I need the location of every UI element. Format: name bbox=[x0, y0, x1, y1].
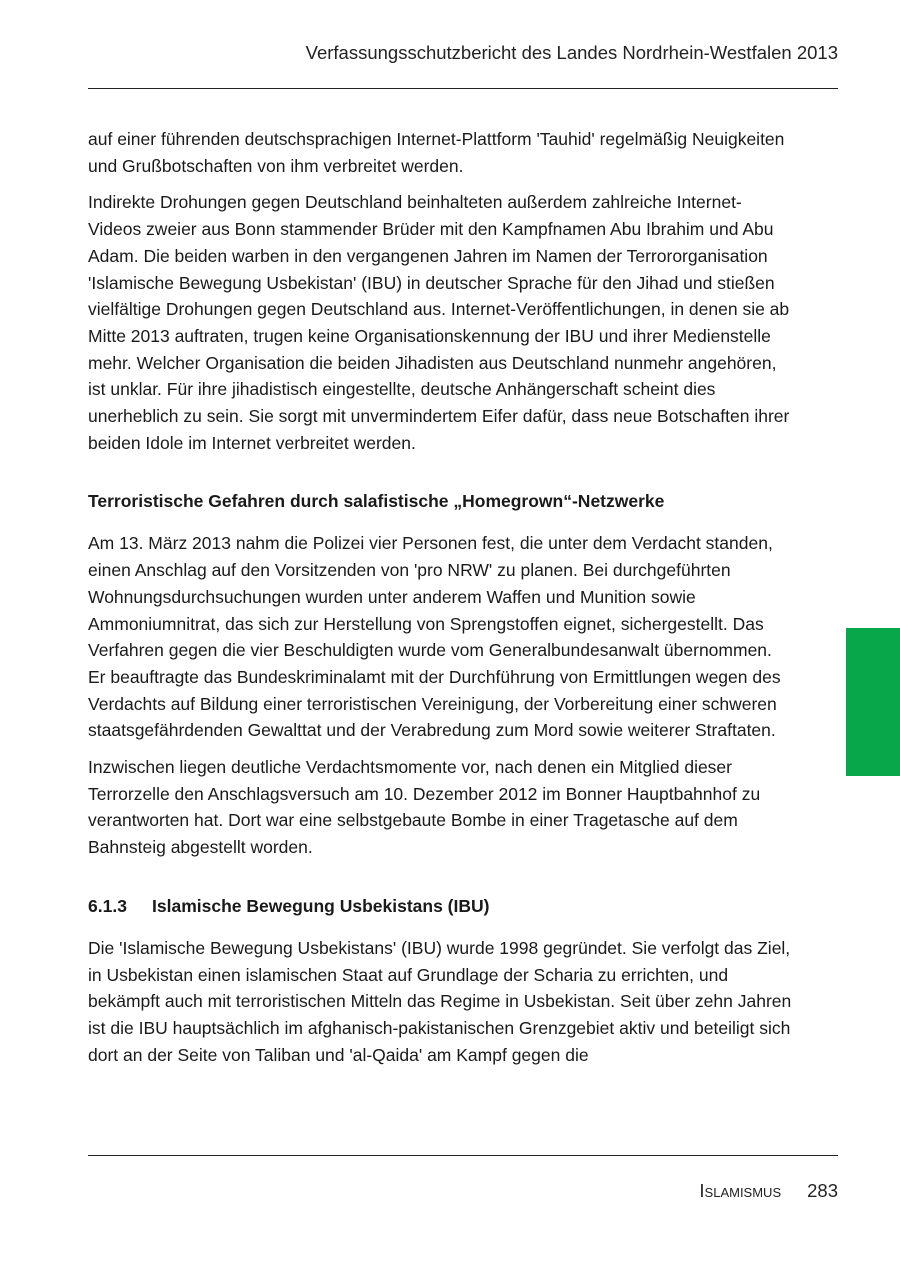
running-header: Verfassungsschutzbericht des Landes Nordrhein-Westfalen 2013 bbox=[305, 42, 838, 63]
heading-section-6-1-3 bbox=[88, 893, 793, 919]
header-rule bbox=[88, 88, 838, 89]
section-number: 6.1.3 bbox=[88, 895, 127, 916]
footer-rule bbox=[88, 1155, 838, 1156]
paragraph-threats-videos: Indirekte Drohungen gegen Deutschland beinhalteten außerdem zahlreiche Internet-Videos zweier aus Bonn stammender Brüder mit den Kampfnamen Abu Ibrahim und Abu Adam. Die beiden warben in den vergangenen Jahren im Namen der Terrororganisation 'Islamische Bewegung Usbekistan' (IBU) in deutscher Sprache für den Jihad und stießen vielfältige Drohungen gegen Deutschland aus. Internet-Veröffentlichungen, in denen sie ab Mitte 2013 auftraten, trugen keine Organisationskennung der IBU und ihrer Medienstelle mehr. Welcher Organisation die beiden Jihadisten aus Deutschland nunmehr angehören, ist unklar. Für ihre jihadistisch eingestellte, deutsche Anhängerschaft scheint dies unerheblich zu sein. Sie sorgt mit unvermindertem Eifer dafür, dass neue Botschaften ihrer beiden Idole im Internet verbreitet werden. bbox=[88, 192, 790, 453]
page-number: 283 bbox=[807, 1180, 838, 1201]
paragraph-arrests: Am 13. März 2013 nahm die Polizei vier Personen fest, die unter dem Verdacht standen, einen Anschlag auf den Vorsitzenden von 'pro NRW' zu planen. Bei durchgeführten Wohnungsdurchsuchungen wurden unter anderem Waffen und Munition sowie Ammoniumnitrat, das sich zur Herstellung von Sprengstoffen eignet, sichergestellt. Das Verfahren gegen die vier Beschuldigten wurde vom Generalbundesanwalt übernommen. Er beauftragte das Bundeskriminalamt mit der Durchführung von Ermittlungen wegen des Verdachts auf Bildung einer terroristischen Vereinigung, der Vorbereitung einer schweren staatsgefährdenden Gewalttat und der Verabredung zum Mord sowie weiterer Straftaten. bbox=[88, 533, 781, 741]
paragraph-bonn-bomb: Inzwischen liegen deutliche Verdachtsmomente vor, nach denen ein Mitglied dieser Terrorzelle den Anschlagsversuch am 10. Dezember 2012 im Bonner Hauptbahnhof zu verantworten hat. Dort war eine selbstgebaute Bombe in einer Tragetasche auf dem Bahnsteig abgestellt worden. bbox=[88, 757, 761, 858]
footer-section-name: Islamismus bbox=[699, 1180, 782, 1201]
paragraph-ibu: Die 'Islamische Bewegung Usbekistans' (IBU) wurde 1998 gegründet. Sie verfolgt das Ziel, in Usbekistan einen islamischen Staat auf Grundlage der Scharia zu errichten, und bekämpft auch mit terroristischen Mitteln das Regime in Usbekistan. Seit über zehn Jahren ist die IBU hauptsächlich im afghanisch-pakistanischen Grenzgebiet aktiv und beteiligt sich dort an der Seite von Taliban und 'al-Qaida' am Kampf gegen die bbox=[88, 937, 792, 1065]
section-title: Islamische Bewegung Usbekistans (IBU) bbox=[152, 895, 490, 916]
page-content bbox=[88, 126, 793, 1078]
heading-homegrown-networks: Terroristische Gefahren durch salafistische „Homegrown“-Netzwerke bbox=[88, 491, 665, 512]
paragraph-tauhid: auf einer führenden deutschsprachigen Internet-Plattform 'Tauhid' regelmäßig Neuigkeiten und Grußbotschaften von ihm verbreitet werden. bbox=[88, 129, 785, 176]
page-footer bbox=[699, 1178, 838, 1204]
chapter-tab-marker bbox=[846, 628, 900, 776]
